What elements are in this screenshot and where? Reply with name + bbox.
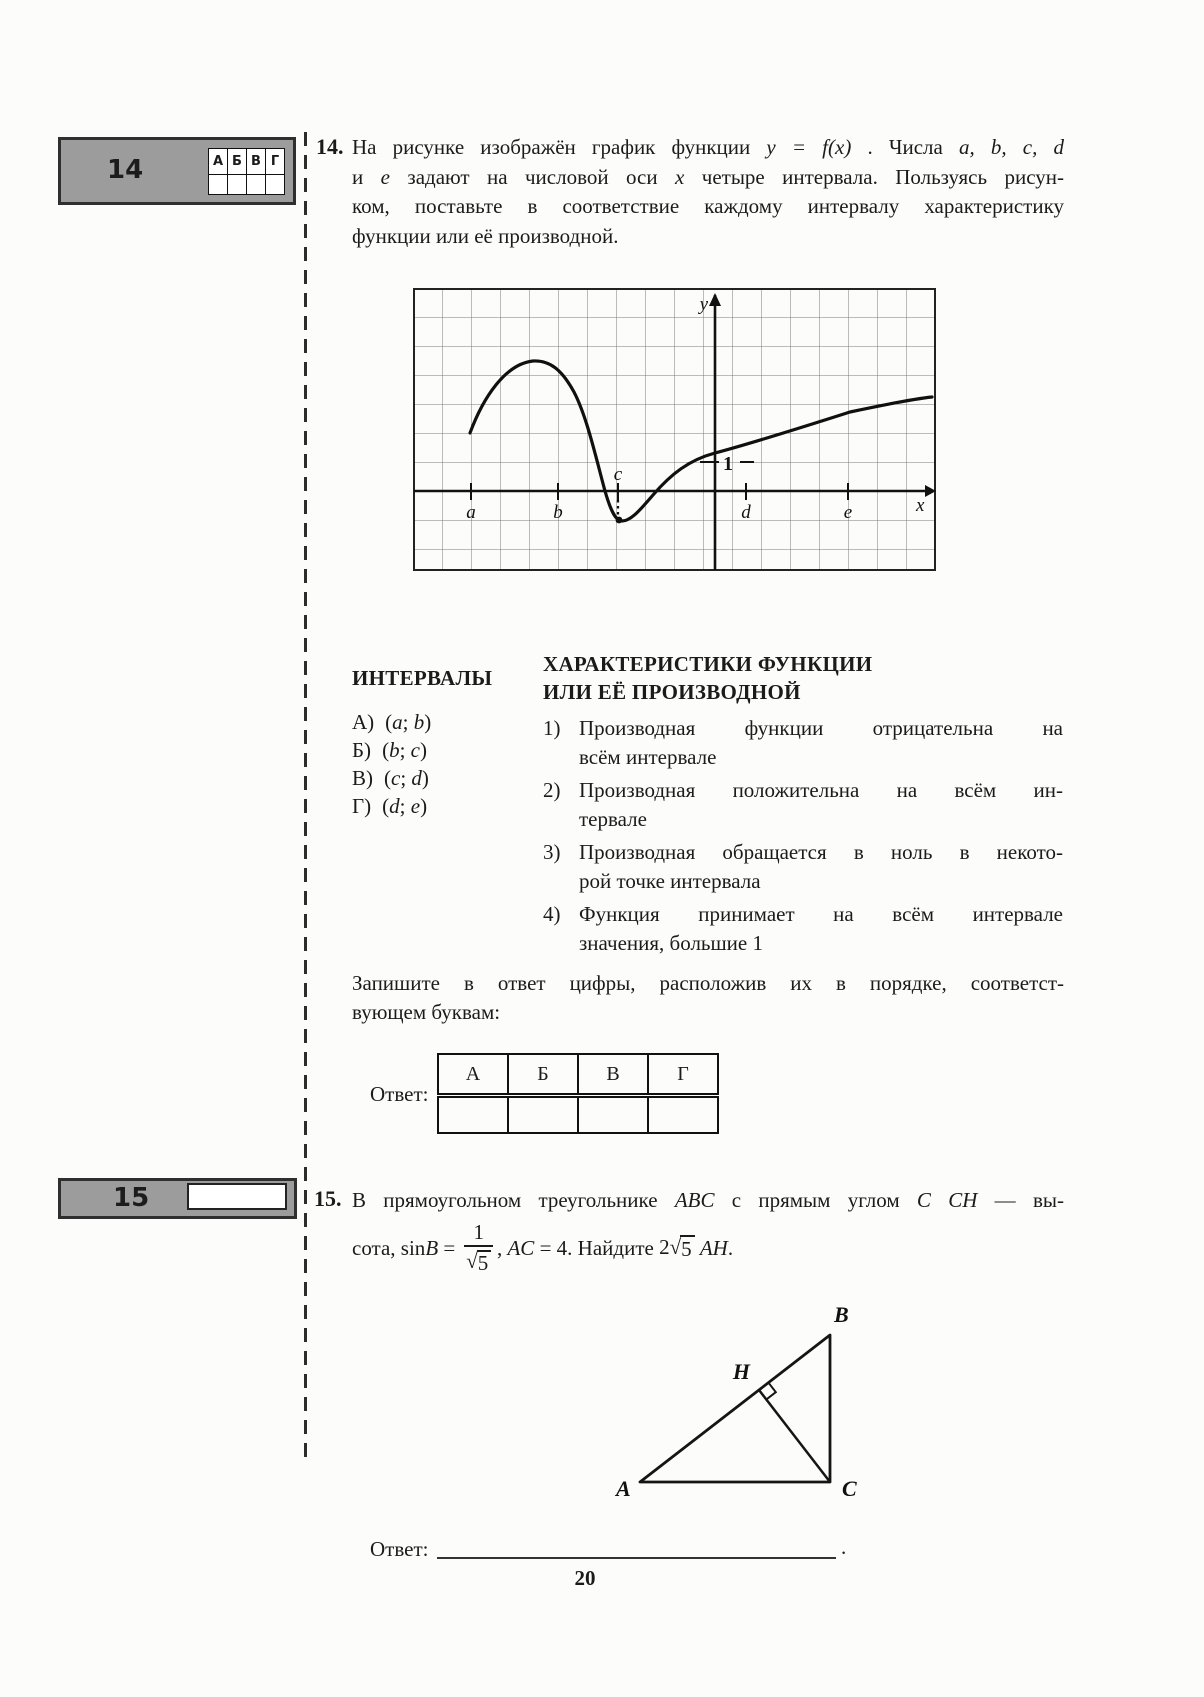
characteristic-line: Производная обращается в ноль в некото-: [579, 840, 1063, 864]
margin-answer-blank[interactable]: [187, 1183, 287, 1210]
characteristics-column: [543, 650, 1063, 957]
tick-label-c: c: [613, 464, 623, 485]
characteristic-line: тервале: [579, 806, 647, 831]
problem15-statement: [352, 1186, 1064, 1278]
triangle-figure: [600, 1300, 900, 1500]
page-number: 20: [574, 1566, 596, 1590]
characteristic-number: 2): [543, 778, 561, 802]
vertex-label-b: B: [834, 1302, 849, 1327]
interval-value: (b; c): [382, 738, 427, 762]
foot-label-h: H: [732, 1359, 750, 1384]
function-graph-figure: [413, 288, 936, 571]
mini-header-cell: Г: [266, 149, 285, 175]
intervals-column: [352, 664, 492, 820]
answer-label: Ответ:: [370, 1537, 429, 1561]
problem15-number: 15.: [314, 1186, 342, 1211]
characteristic-number: 4): [543, 902, 561, 926]
statement-line: и e задают на числовой оси x четыре интервала. Пользуясь рисун-: [352, 164, 1064, 189]
statement-line: На рисунке изображён график функции y = f(x) . Числа a, b, c, d: [352, 135, 1065, 159]
characteristics-title-line: ИЛИ ЕЁ ПРОИЗВОДНОЙ: [543, 680, 801, 704]
characteristic-line: значения, большие 1: [579, 930, 763, 955]
answer-header-cell: В: [578, 1054, 648, 1096]
problem14-number: 14.: [316, 134, 344, 159]
mini-answer-cell[interactable]: [247, 175, 266, 195]
characteristics-title-line: ХАРАКТЕРИСТИКИ ФУНКЦИИ: [543, 652, 873, 676]
answer-input-cell[interactable]: [578, 1096, 648, 1134]
margin-answer-mini-table: [208, 148, 285, 195]
interval-label: Г): [352, 794, 372, 818]
tick-label-e: e: [843, 502, 853, 523]
problem15-margin-box: [58, 1178, 297, 1219]
problem14-statement: [352, 133, 1064, 251]
answer-input-cell[interactable]: [438, 1096, 508, 1134]
x-axis-label: x: [916, 495, 925, 516]
characteristic-line: Производная положительна на всём ин-: [579, 778, 1063, 802]
characteristic-item: [543, 714, 1063, 771]
characteristic-number: 1): [543, 716, 561, 740]
interval-label: Б): [352, 738, 372, 762]
margin-box-number: 15: [113, 1183, 150, 1213]
instruction-line: Запишите в ответ цифры, расположив их в порядке, соответст-: [352, 971, 1064, 995]
answer-input-cell[interactable]: [648, 1096, 718, 1134]
characteristic-line: рой точке интервала: [579, 868, 761, 893]
intervals-title: ИНТЕРВАЛЫ: [352, 666, 493, 690]
characteristic-line: Функция принимает на всём интервале: [579, 902, 1063, 926]
answer-header-cell: А: [438, 1054, 508, 1096]
write-answer-instruction: [352, 969, 1064, 1026]
mini-header-cell: В: [247, 149, 266, 175]
statement-line: В прямоугольном треугольнике ABC с прямым углом C CH — вы-: [352, 1188, 1064, 1212]
characteristic-line: Производная функции отрицательна на: [579, 716, 1063, 740]
answer-line-period: .: [841, 1535, 847, 1559]
problem14-margin-box: [58, 137, 296, 205]
interval-value: (c; d): [384, 766, 429, 790]
tick-label-a: a: [466, 502, 476, 523]
vertex-label-a: A: [616, 1476, 631, 1500]
statement-line: функции или её производной.: [352, 223, 619, 248]
characteristic-item: [543, 900, 1063, 957]
interval-label: А): [352, 710, 375, 734]
interval-value: (d; e): [382, 794, 428, 818]
answer-table: [437, 1053, 719, 1134]
margin-dashed-divider: [304, 132, 307, 1462]
one-label: 1: [723, 453, 733, 475]
interval-item: [352, 792, 492, 820]
mini-answer-cell[interactable]: [209, 175, 228, 195]
answer-label: Ответ:: [370, 1082, 429, 1106]
statement-line: сота, sin B = 1 √ 5 , AC = 4. Найдите 2 √ 5 AH .: [352, 1219, 734, 1275]
answer-write-line[interactable]: [437, 1529, 836, 1559]
characteristic-item: [543, 776, 1063, 833]
mini-answer-cell[interactable]: [228, 175, 247, 195]
interval-item: [352, 736, 492, 764]
interval-label: В): [352, 766, 373, 790]
y-axis-label: y: [699, 294, 708, 315]
interval-value: (a; b): [385, 710, 432, 734]
answer-header-cell: Б: [508, 1054, 578, 1096]
tick-label-b: b: [553, 502, 563, 523]
answer-input-cell[interactable]: [508, 1096, 578, 1134]
interval-item: [352, 764, 492, 792]
statement-line: ком, поставьте в соответствие каждому интервалу характеристику: [352, 194, 1064, 218]
altitude-ch: [759, 1390, 830, 1482]
characteristic-line: всём интервале: [579, 744, 717, 769]
grid-background: [413, 288, 936, 571]
interval-item: [352, 708, 492, 736]
tick-label-d: d: [741, 502, 751, 523]
mini-answer-cell[interactable]: [266, 175, 285, 195]
characteristic-number: 3): [543, 840, 561, 864]
right-angle-mark: [766, 1383, 776, 1400]
mini-header-cell: А: [209, 149, 228, 175]
margin-box-number: 14: [107, 155, 144, 185]
vertex-label-c: C: [842, 1476, 857, 1500]
triangle-abc: [640, 1335, 830, 1482]
mini-header-cell: Б: [228, 149, 247, 175]
characteristic-item: [543, 838, 1063, 895]
instruction-line: вующем буквам:: [352, 999, 501, 1024]
answer-header-cell: Г: [648, 1054, 718, 1096]
